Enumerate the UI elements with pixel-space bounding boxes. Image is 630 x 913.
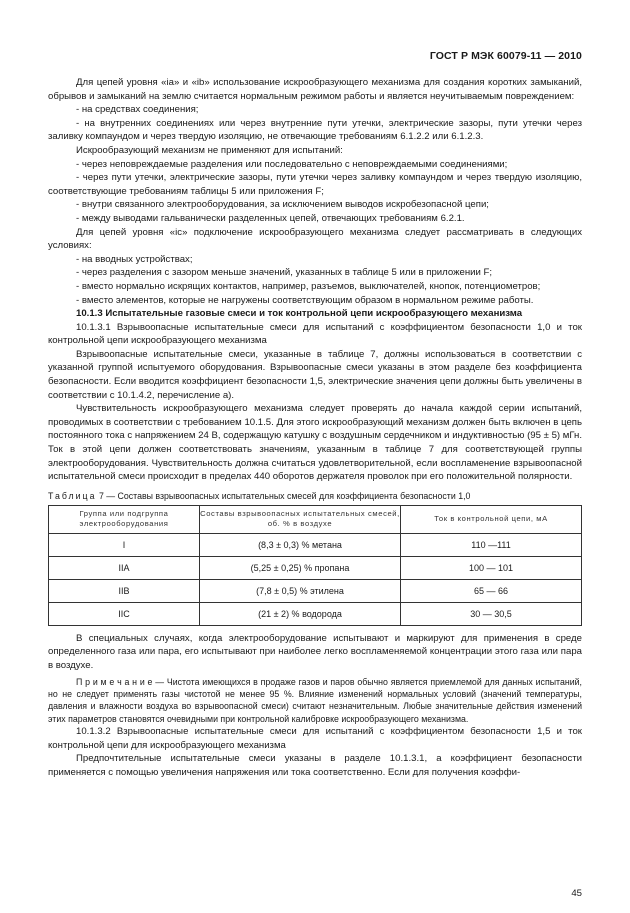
cell-group: IIC [49,602,200,625]
list-item: - через неповреждаемые разделения или последовательно с неповреждаемыми соединениями; [76,158,508,170]
cell-group: I [49,533,200,556]
paragraph: Предпочтительные испытательные смеси указаны в разделе 10.1.3.1, а коэффициент безопасности применяется с помощью увеличения напряжения или тока соответственно. Если для получения коэффи- [48,753,582,778]
standard-header: ГОСТ Р МЭК 60079-11 — 2010 [429,50,582,62]
paragraph: 10.1.3.1 Взрывоопасные испытательные смеси для испытаний с коэффициентом безопасности 1,0 и ток контрольной цепи искрообразующего механизма [48,321,582,347]
header-group: Группа или подгруппа электрооборудования [49,505,200,533]
cell-group: IIA [49,556,200,579]
list-item: - вместо элементов, которые не нагружены соответствующим образом в нормальном режиме работы. [76,294,534,306]
header-current: Ток в контрольной цепи, мА [401,505,582,533]
table-row [49,533,582,556]
table-row [49,556,582,579]
page-number: 45 [571,888,582,899]
cell-current: 100 — 101 [401,556,582,579]
list-item: - на внутренних соединениях или через внутренние пути утечки, электрические зазоры, пути утечки через заливку компаундом и через твердую изоляцию, не отвечающие требованиям 6.1.2.2 или 6.1.2.3. [48,117,582,143]
section-heading: 10.1.3 Испытательные газовые смеси и ток контрольной цепи искрообразующего механизма [76,308,523,320]
mixtures-table [48,505,582,626]
list-item: - внутри связанного электрооборудования, за исключением выводов искробезопасной цепи; [76,199,489,211]
cell-group: IIB [49,579,200,602]
list-item: - между выводами гальванически разделенных цепей, отвечающих требованиям 6.2.1. [76,212,465,224]
table-row [49,579,582,602]
list-item: - на вводных устройствах; [76,253,193,265]
cell-current: 65 — 66 [401,579,582,602]
list-item: - через пути утечки, электрические зазоры, пути утечки через заливку компаундом и через твердую изоляцию, соответствующие требованиям таблицы 5 или приложения F; [48,172,582,197]
text-after-table [48,632,582,780]
text-before-table [48,76,582,484]
list-item: - вместо нормально искрящих контактов, например, разъемов, выключателей, кнопок, потенциометров; [76,280,541,292]
table-header-row [49,505,582,533]
paragraph: Взрывоопасные испытательные смеси, указанные в таблице 7, должны использоваться в соответствии с указанной группой испытуемого оборудования. Взрывоопасные смеси указаны в этом разделе без коэффициента безопасности. Если вводится коэффициент безопасности 1,5, электрические значения цепи должны быть увеличены в соответствии с 10.1.4.2, перечисление а). [48,348,582,401]
cell-composition: (8,3 ± 0,3) % метана [200,533,401,556]
paragraph: Для цепей уровня «ia» и «ib» использование искрообразующего механизма для создания коротких замыканий, обрывов и замыканий на землю считается нормальным режимом работы и является неучитываемым повреждением: [48,77,582,102]
table-row [49,602,582,625]
paragraph: Для цепей уровня «ic» подключение искрообразующего механизма следует рассматривать в следующих условиях: [48,226,582,252]
table-caption-text: 7 — Составы взрывоопасных испытательных смесей для коэффициента безопасности 1,0 [96,490,471,501]
paragraph: 10.1.3.2 Взрывоопасные испытательные смеси для испытаний с коэффициентом безопасности 1,5 и ток контрольной цепи для искрообразующего механизма [48,726,582,751]
cell-composition: (21 ± 2) % водорода [200,602,401,625]
document-body [48,76,582,780]
list-item: - на средствах соединения; [76,104,199,116]
paragraph: Искрообразующий механизм не применяют для испытаний: [76,144,343,156]
cell-current: 30 — 30,5 [401,602,582,625]
paragraph: В специальных случаях, когда электрооборудование испытывают и маркируют для применения в среде определенного газа или пара, его испытывают при наиболее легко воспламеняемой концентрации этого газа или пара в воздухе. [48,632,582,671]
paragraph: Чувствительность искрообразующего механизма следует проверять до начала каждой серии испытаний, проводимых в соответствии с требованием 10.1.5. Для этого искрообразующий механизм должен быть включен в цепь постоянного тока с напряжением 24 В, содержащую катушку с воздушным сердечником и индуктивностью (95 ± 5) мГн. Ток в этой цепи должен соответствовать значениям, указанным в таблице 7 для соответствующей группы электрооборудования. Чувствительность должна считаться удовлетворительной, если воспламенение взрывоопасной испытательной смеси происходит в пределах 440 оборотов держателя проволок при его положительной полярности. [48,403,582,483]
header-composition: Составы взрывоопасных испытательных смесей, об. % в воздухе [200,505,401,533]
cell-composition: (7,8 ± 0,5) % этилена [200,579,401,602]
table-caption-word: Таблица [48,490,97,501]
list-item: - через разделения с зазором меньше значений, указанных в таблице 5 или в приложении F; [76,267,493,279]
cell-composition: (5,25 ± 0,25) % пропана [200,556,401,579]
table-caption [48,490,582,502]
cell-current: 110 —111 [401,533,582,556]
note-paragraph: П р и м е ч а н и е — Чистота имеющихся в продаже газов и паров обычно является приемлемой для данных испытаний, но не следует применять газы чистотой не менее 95 %. Влияние изменений нормальных условий (значений температуры, давления и влажности воздуха во взрывоопасной смеси) считают незначительным. Любые значительные действия изменений этих параметров становятся очевидными при контрольной калибровке искрообразующего механизма. [48,676,582,724]
